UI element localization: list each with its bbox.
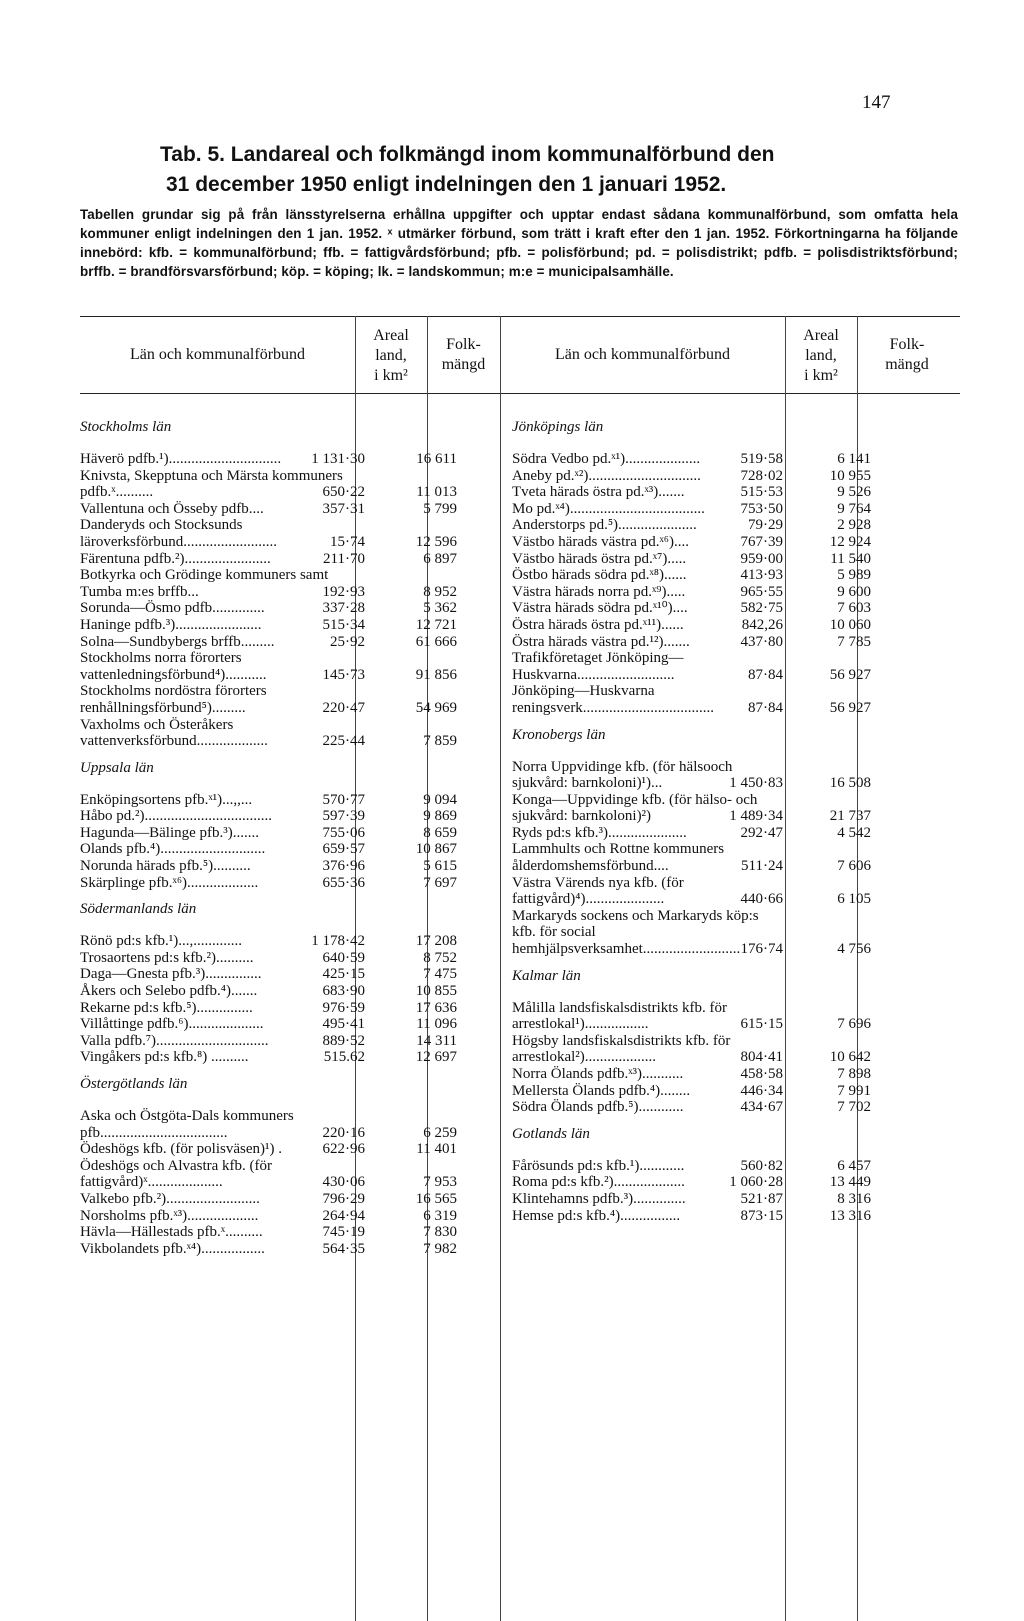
area-value: 728·02 [740, 467, 783, 484]
area-value: 495·41 [322, 1016, 365, 1033]
population-value: 7 830 [423, 1224, 457, 1241]
population-value: 7 603 [837, 600, 871, 617]
row-label: Lammhults och Rottne kommuners ålderdomshemsförbund.... [512, 841, 725, 875]
area-value: 965·55 [740, 583, 783, 600]
table-row [512, 467, 871, 485]
table-row [80, 633, 457, 651]
row-label: Anderstorps pd.⁵)..................... [512, 517, 697, 534]
table-row [80, 1240, 457, 1258]
population-value: 8 316 [837, 1190, 871, 1207]
table-row [80, 791, 457, 809]
table-row [512, 567, 871, 584]
row-label: Trosaortens pd:s kfb.²).......... [80, 949, 254, 966]
row-label: Aska och Östgöta-Dals kommuners pfb.................................. [80, 1108, 294, 1141]
area-value: 519·58 [740, 451, 783, 467]
table-row [80, 824, 457, 842]
row-label: Haninge pdfb.³)....................... [80, 616, 262, 633]
area-value: 976·59 [322, 999, 365, 1016]
area-value: 582·75 [740, 600, 783, 617]
area-value: 357·31 [322, 500, 365, 517]
population-value: 17 636 [415, 999, 457, 1016]
area-value: 446·34 [740, 1082, 783, 1099]
population-value: 7 785 [837, 633, 871, 650]
table-row [80, 874, 457, 892]
population-value: 12 697 [415, 1049, 457, 1066]
row-label: Södra Ölands pdfb.⁵)............ [512, 1099, 684, 1116]
population-value: 11 096 [416, 1016, 457, 1033]
table-row [80, 858, 457, 875]
population-value: 17 208 [415, 933, 457, 950]
row-label: Västbo härads östra pd.ˣ⁷)..... [512, 550, 687, 567]
table-row [80, 683, 457, 716]
population-value: 7 982 [423, 1240, 457, 1257]
header-bottom-rule [80, 393, 960, 394]
area-value: 570·77 [322, 791, 365, 808]
row-label: Västra härads norra pd.ˣ⁹)..... [512, 583, 686, 600]
table-row [80, 616, 457, 634]
row-label: Rönö pd:s kfb.¹)...,............. [80, 933, 242, 950]
row-label: Norunda härads pfb.⁵).......... [80, 858, 251, 875]
row-label: Hävla—Hällestads pfb.ˣ.......... [80, 1224, 263, 1241]
table-row [80, 966, 457, 983]
table-row [80, 1016, 457, 1033]
area-value: 292·47 [740, 824, 783, 841]
row-label: Stockholms nordöstra förorters renhållningsförbund⁵)......... [80, 683, 267, 716]
row-label: Fårösunds pd:s kfb.¹)............ [512, 1157, 685, 1174]
area-value: 804·41 [740, 1049, 783, 1066]
row-label: Villåttinge pdfb.⁶).................... [80, 1016, 264, 1033]
population-value: 7 697 [423, 874, 457, 891]
table-row [512, 1174, 871, 1191]
table-row [512, 1066, 871, 1083]
left-column [80, 415, 457, 1257]
population-value: 54 969 [415, 699, 457, 716]
area-value: 745·19 [322, 1224, 365, 1241]
population-value: 10 867 [415, 841, 457, 858]
population-value: 5 362 [423, 600, 457, 617]
population-value: 5 615 [423, 858, 457, 875]
table-row [80, 517, 457, 550]
population-value: 13 316 [829, 1207, 871, 1224]
population-value: 7 859 [423, 733, 457, 750]
row-label: Vingåkers pd:s kfb.⁸) .......... [80, 1049, 249, 1066]
section-heading: Gotlands län [512, 1125, 590, 1142]
table-row [512, 824, 871, 842]
table-row [80, 451, 457, 468]
title-line-2: 31 december 1950 enligt indelningen den 1 januari 1952. [166, 173, 727, 196]
population-value: 9 869 [423, 808, 457, 825]
area-value: 337·28 [322, 600, 365, 617]
header-top-rule [80, 316, 960, 317]
population-value: 8 659 [423, 824, 457, 841]
population-value: 9 094 [423, 791, 457, 808]
area-value: 176·74 [740, 941, 783, 958]
population-value: 6 105 [837, 891, 871, 908]
row-label: Hemse pd:s kfb.⁴)................ [512, 1207, 681, 1224]
title-line-1: Tab. 5. Landareal och folkmängd inom kommunalförbund den [160, 143, 775, 166]
row-label: Markaryds sockens och Markaryds köp:s kfb. för social hemhjälpsverksamhet.......................... [512, 907, 759, 958]
section-heading: Kalmar län [512, 967, 581, 984]
section-heading: Uppsala län [80, 759, 154, 776]
row-label: Klintehamns pdfb.³).............. [512, 1190, 686, 1207]
table-row [512, 484, 871, 501]
area-value: 192·93 [322, 583, 365, 600]
table-row [512, 650, 871, 683]
table-row [80, 949, 457, 967]
table-row [80, 1032, 457, 1050]
row-label: Tveta härads östra pd.ˣ³)....... [512, 484, 685, 501]
area-value: 79·29 [748, 517, 783, 534]
table-row [512, 1207, 871, 1225]
table-row [80, 600, 457, 617]
row-label: Mo pd.ˣ⁴).................................... [512, 500, 705, 517]
table-row [512, 600, 871, 617]
row-label: Sorunda—Ösmo pdfb.............. [80, 600, 265, 617]
section-heading: Jönköpings län [512, 419, 604, 435]
header-name-right: Län och kommunalförbund [554, 346, 731, 363]
area-value: 959·00 [740, 550, 783, 567]
row-label: Västra Värends nya kfb. (för fattigvård)⁴)..................... [512, 874, 684, 908]
row-label: Olands pfb.⁴)............................ [80, 841, 266, 858]
row-label: Daga—Gnesta pfb.³)............... [80, 966, 262, 983]
row-label: Östra härads västra pd.¹²)....... [512, 633, 690, 650]
table-title [160, 140, 890, 200]
row-label: Vikbolandets pfb.ˣ⁴)................. [80, 1240, 265, 1257]
row-label: Solna—Sundbybergs brffb......... [80, 633, 275, 650]
population-value: 6 319 [423, 1207, 457, 1224]
population-value: 10 642 [829, 1049, 871, 1066]
row-label: Vaxholms och Österåkers vattenverksförbund................... [80, 716, 268, 750]
table-row [512, 500, 871, 518]
area-value: 521·87 [740, 1190, 783, 1207]
row-label: Danderyds och Stocksunds läroverksförbund......................... [80, 517, 278, 550]
area-value: 87·84 [748, 699, 783, 716]
area-value: 842,26 [741, 616, 783, 633]
header-area-left: Areal land, i km² [373, 327, 409, 384]
table-row [80, 550, 457, 568]
row-label: Stockholms norra förorters vattenledningsförbund⁴)........... [80, 650, 267, 683]
row-label: Ryds pd:s kfb.³)..................... [512, 824, 687, 841]
area-value: 683·90 [322, 983, 365, 1000]
population-value: 91 856 [415, 666, 457, 683]
population-value: 11 013 [416, 484, 457, 501]
population-value: 12 924 [829, 533, 871, 550]
population-value: 4 756 [837, 941, 871, 958]
area-value: 434·67 [740, 1099, 783, 1116]
row-label: Åkers och Selebo pdfb.⁴)....... [80, 983, 258, 1000]
area-value: 659·57 [322, 841, 365, 858]
population-value: 6 457 [837, 1157, 871, 1174]
area-value: 25·92 [330, 633, 365, 650]
intro-paragraph: Tabellen grundar sig på från länsstyrelserna erhållna uppgifter och upptar endast sådana kommunalförbund, som omfatta hela kommuner enligt indelningen den 1 jan. 1952. ˣ utmärker förbund, som trätt i kraft efter den 1 jan. 1952. Förkortningarna ha följande innebörd: kfb. = kommunalförbund; ffb. = fattigvårdsförbund; pfb. = polisförbund; pd. = polisdistrikt; pdfb. = polisdistriktsförbund; brffb. = brandförsvarsförbund; köp. = köping; lk. = landskommun; m:e = municipalsamhälle. [80, 207, 958, 279]
table-row [80, 716, 457, 750]
row-label: Vallentuna och Össeby pdfb.... [80, 500, 264, 517]
area-value: 87·84 [748, 666, 783, 683]
row-label: Västbo härads västra pd.ˣ⁶).... [512, 533, 690, 550]
area-value: 796·29 [322, 1190, 365, 1207]
row-label: Enköpingsortens pfb.ˣ¹)...,,... [80, 791, 253, 808]
area-value: 1 450·83 [729, 775, 783, 792]
row-label: Botkyrka och Grödinge kommuners samt Tumba m:es brffb... [80, 567, 329, 600]
population-value: 21 737 [829, 808, 871, 825]
table-row [80, 1157, 457, 1191]
row-label: Skärplinge pfb.ˣ⁶)................... [80, 874, 259, 891]
population-value: 9 764 [837, 500, 871, 517]
table-row [512, 1032, 871, 1066]
area-value: 458·58 [740, 1066, 783, 1082]
table-row [512, 550, 871, 568]
area-value: 755·06 [322, 824, 365, 841]
table-row [80, 500, 457, 518]
table-row [512, 451, 871, 468]
population-value: 9 600 [837, 583, 871, 600]
row-label: Knivsta, Skepptuna och Märsta kommuners pdfb.ˣ.......... [80, 467, 343, 501]
area-value: 425·15 [322, 966, 365, 983]
table-row [512, 999, 871, 1033]
table-row [512, 907, 871, 958]
page-number: 147 [862, 92, 891, 113]
row-label: Konga—Uppvidinge kfb. (för hälso- och sjukvård: barnkoloni)²) [512, 791, 758, 825]
area-value: 211·70 [323, 550, 365, 567]
area-value: 564·35 [322, 1240, 365, 1257]
population-value: 10 060 [829, 616, 871, 633]
row-label: Jönköping—Huskvarna reningsverk................................... [512, 683, 715, 716]
area-value: 15·74 [330, 533, 365, 550]
row-label: Häverö pdfb.¹).............................. [80, 451, 282, 467]
area-value: 264·94 [322, 1207, 365, 1224]
population-value: 7 606 [837, 858, 871, 875]
area-value: 1 489·34 [729, 808, 783, 825]
area-value: 889·52 [322, 1032, 365, 1049]
area-value: 767·39 [740, 533, 783, 550]
row-label: Västra härads södra pd.ˣ¹⁰).... [512, 600, 688, 617]
table-row [80, 1224, 457, 1241]
area-value: 640·59 [322, 949, 365, 966]
header-name-left: Län och kommunalförbund [129, 346, 306, 363]
table-row [80, 808, 457, 825]
area-value: 220·47 [322, 699, 365, 716]
area-value: 145·73 [322, 666, 365, 683]
table-row [512, 517, 871, 534]
row-label: Trafikföretaget Jönköping—Huskvarna.......................... [512, 650, 684, 683]
population-value: 16 565 [415, 1190, 457, 1207]
population-value: 13 449 [829, 1174, 871, 1191]
area-value: 1 131·30 [311, 451, 365, 467]
population-value: 16 611 [416, 451, 457, 467]
table-row [80, 933, 457, 950]
row-label: Valla pdfb.⁷).............................. [80, 1032, 269, 1049]
table-row [80, 983, 457, 1000]
row-label: Ödeshögs och Alvastra kfb. (för fattigvård)ˣ.................... [80, 1157, 273, 1191]
population-value: 56 927 [829, 666, 871, 683]
population-value: 6 141 [837, 451, 871, 467]
population-value: 7 953 [423, 1174, 457, 1191]
center-divider [500, 316, 501, 1621]
area-value: 515·53 [740, 484, 783, 501]
area-value: 220·16 [322, 1124, 365, 1141]
population-value: 5 989 [837, 567, 871, 584]
table-row [512, 1082, 871, 1100]
area-value: 655·36 [322, 874, 365, 891]
area-value: 753·50 [740, 500, 783, 517]
header-pop-left: Folk- mängd [441, 336, 486, 373]
row-label: Högsby landsfiskalsdistrikts kfb. för arrestlokal²)................... [512, 1032, 731, 1066]
population-value: 7 898 [837, 1066, 871, 1082]
population-value: 12 721 [415, 616, 457, 633]
population-value: 8 752 [423, 949, 457, 966]
table-row [80, 1207, 457, 1225]
table-row [512, 874, 871, 908]
header-area-right: Areal land, i km² [803, 327, 839, 384]
row-label: Ödeshögs kfb. (för polisväsen)¹) . [80, 1141, 282, 1158]
table-row [512, 583, 871, 601]
row-label: Färentuna pdfb.²)....................... [80, 550, 271, 567]
population-value: 7 475 [423, 966, 457, 983]
area-value: 597·39 [322, 808, 365, 825]
area-value: 515.62 [323, 1049, 365, 1066]
section-heading: Östergötlands län [80, 1076, 188, 1092]
table-row [80, 1049, 457, 1066]
population-value: 56 927 [829, 699, 871, 716]
population-value: 10 855 [415, 983, 457, 1000]
population-value: 9 526 [837, 484, 871, 501]
area-value: 1 178·42 [311, 933, 365, 950]
row-label: Håbo pd.²).................................. [80, 808, 272, 825]
area-value: 413·93 [740, 567, 783, 584]
row-label: Östra härads östra pd.ˣ¹¹)...... [512, 616, 684, 633]
area-value: 225·44 [322, 733, 365, 750]
population-value: 6 897 [423, 550, 457, 567]
table-row [512, 683, 871, 716]
population-value: 10 955 [829, 467, 871, 484]
row-label: Valkebo pfb.²)......................... [80, 1190, 260, 1207]
population-value: 7 991 [837, 1082, 871, 1099]
table-row [512, 1157, 871, 1175]
table-row [80, 1141, 457, 1158]
table-row [80, 650, 457, 683]
population-value: 6 259 [423, 1124, 457, 1141]
table-row [512, 791, 871, 825]
area-value: 622·96 [322, 1141, 365, 1158]
row-label: Norra Uppvidinge kfb. (för hälsooch sjukvård: barnkoloni)¹)... [512, 758, 733, 792]
row-label: Aneby pd.ˣ²).............................. [512, 467, 701, 484]
area-value: 615·15 [740, 1016, 783, 1033]
area-value: 560·82 [740, 1157, 783, 1174]
population-value: 7 702 [837, 1099, 871, 1116]
population-value: 11 540 [830, 550, 871, 567]
population-value: 11 401 [416, 1141, 457, 1158]
table-row [80, 567, 457, 600]
right-area-divider [785, 316, 786, 1621]
area-value: 873·15 [740, 1207, 783, 1224]
population-value: 5 799 [423, 500, 457, 517]
section-heading: Södermanlands län [80, 901, 197, 918]
table-row [512, 1099, 871, 1116]
table-row [512, 1190, 871, 1208]
area-value: 376·96 [322, 858, 365, 875]
table-row [80, 467, 457, 501]
row-label: Mellersta Ölands pdfb.⁴)........ [512, 1082, 691, 1099]
area-value: 515·34 [322, 616, 365, 633]
population-value: 14 311 [416, 1032, 457, 1049]
area-value: 650·22 [322, 484, 365, 501]
table-row [512, 633, 871, 651]
row-label: Östbo härads södra pd.ˣ⁸)...... [512, 567, 687, 584]
table-row [512, 533, 871, 551]
table-row [512, 758, 871, 792]
row-label: Norsholms pfb.ˣ³)................... [80, 1207, 259, 1224]
table-row [80, 841, 457, 858]
area-value: 1 060·28 [729, 1174, 783, 1191]
area-value: 437·80 [740, 633, 783, 650]
area-value: 440·66 [740, 891, 783, 908]
table-row [80, 1190, 457, 1208]
right-column [512, 415, 871, 1224]
population-value: 12 596 [415, 533, 457, 550]
header-pop-right: Folk- mängd [885, 336, 929, 373]
table-row [512, 841, 871, 875]
row-label: Hagunda—Bälinge pfb.³)....... [80, 824, 260, 841]
row-label: Norra Ölands pdfb.ˣ³)........... [512, 1066, 684, 1082]
population-value: 61 666 [415, 633, 457, 650]
section-heading: Kronobergs län [512, 726, 606, 743]
area-value: 430·06 [322, 1174, 365, 1191]
table-row [80, 1108, 457, 1141]
row-label: Målilla landsfiskalsdistrikts kfb. för arrestlokal¹)................. [512, 999, 727, 1033]
population-value: 2 928 [837, 517, 871, 534]
population-value: 7 696 [837, 1016, 871, 1033]
section-heading: Stockholms län [80, 419, 172, 435]
population-value: 16 508 [829, 775, 871, 792]
table-row [512, 616, 871, 634]
population-value: 4 542 [837, 824, 871, 841]
table-row [80, 999, 457, 1017]
row-label: Rekarne pd:s kfb.⁵)............... [80, 999, 253, 1016]
row-label: Roma pd:s kfb.²)................... [512, 1174, 685, 1191]
row-label: Södra Vedbo pd.ˣ¹).................... [512, 451, 701, 467]
population-value: 8 952 [423, 583, 457, 600]
area-value: 511·24 [741, 858, 783, 875]
